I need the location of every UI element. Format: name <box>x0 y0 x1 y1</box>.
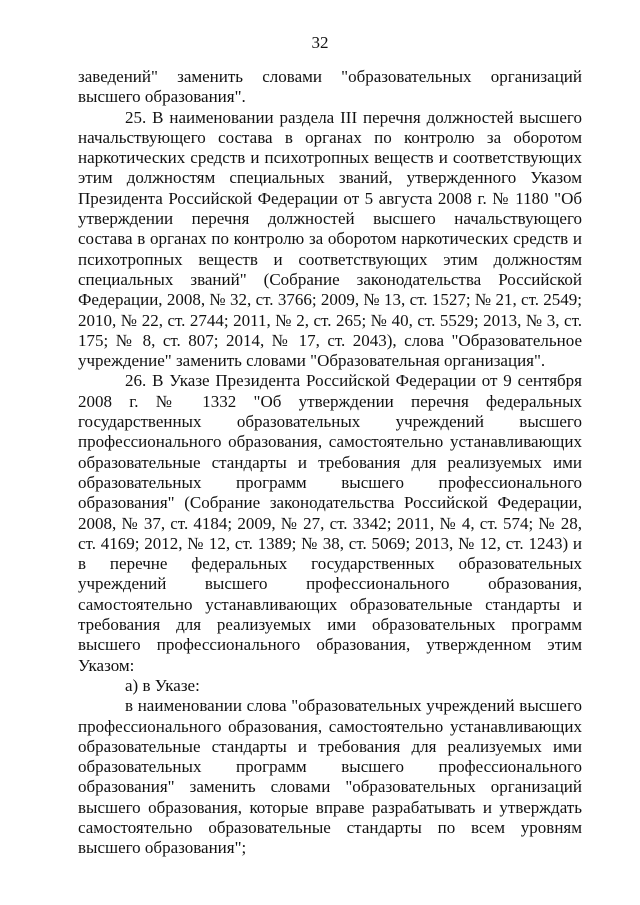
paragraph-subitem-a: а) в Указе: <box>125 675 200 695</box>
paragraph-item-25: 25. В наименовании раздела III перечня должностей высшего начальствующего состава в органах по контролю за оборотом наркотических средств и психотропных веществ и соответствующих этим должностям специальных званий, утвержденного Указом Президента Российской Федерации от 5 августа 2008 г. № 1180 "Об утверждении перечня должностей высшего начальствующего состава в органах по контролю за оборотом наркотических средств и психотропных веществ и соответствующих этим должностям специальных званий" (Собрание законодательства Российской Федерации, 2008, № 32, ст. 3766; 2009, № 13, ст. 1527; № 21, ст. 2549; 2010, № 22, ст. 2744; 2011, № 2, ст. 265; № 40, ст. 5529; 2013, № 3, ст. 175; № 8, ст. 807; 2014, № 17, ст. 2043), слова "Образовательное учреждение" заменить словами "Образовательная организация". <box>78 107 582 371</box>
page-number: 32 <box>311 33 329 52</box>
paragraph-item-26: 26. В Указе Президента Российской Федерации от 9 сентября 2008 г. № 1332 "Об утверждении перечня федеральных государственных образовательных учреждений высшего профессионального образования, самостоятельно устанавливающих образовательные стандарты и требования для реализуемых ими образовательных программ высшего профессионального образования" (Собрание законодательства Российской Федерации, 2008, № 37, ст. 4184; 2009, № 27, ст. 3342; 2011, № 4, ст. 574; № 28, ст. 4169; 2012, № 12, ст. 1389; № 38, ст. 5069; 2013, № 12, ст. 1243) и в перечне федеральных государственных образовательных учреждений высшего профессионального образования, самостоятельно устанавливающих образовательные стандарты и требования для реализуемых ими образовательных программ высшего профессионального образования, утвержденном этим Указом: <box>78 371 582 675</box>
paragraph-amendment-title: в наименовании слова "образовательных учреждений высшего профессионального образования, самостоятельно устанавливающих образовательные стандарты и требования для реализуемых ими образовательных программ высшего профессионального образования" заменить словами "образовательных организаций высшего образования, которые вправе разрабатывать и утверждать самостоятельно образовательные стандарты по всем уровням высшего образования"; <box>78 696 582 858</box>
paragraph-continuation: заведений" заменить словами "образовательных организаций высшего образования". <box>78 67 582 107</box>
document-body <box>78 67 582 859</box>
